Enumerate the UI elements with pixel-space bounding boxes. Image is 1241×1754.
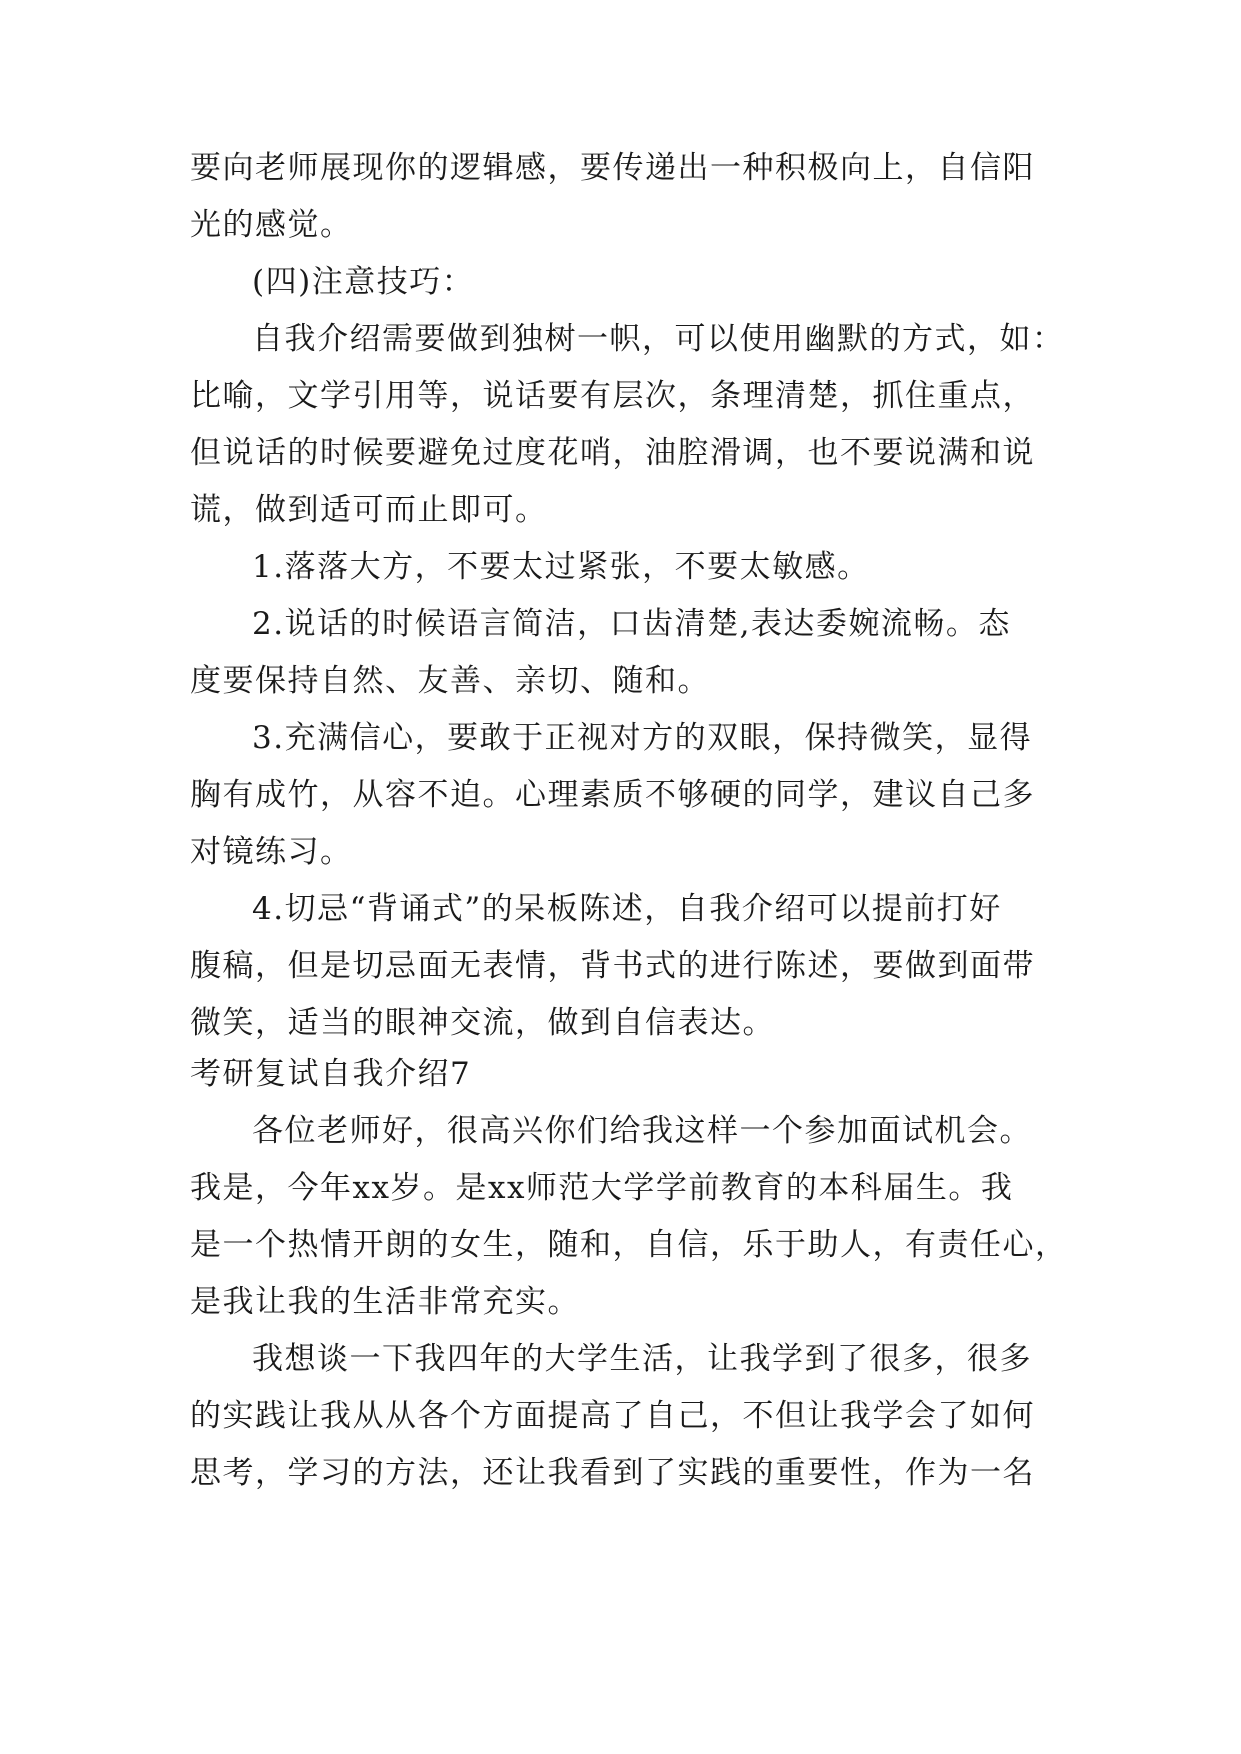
paragraph-line: 但说话的时候要避免过度花哨，油腔滑调，也不要说满和说 (190, 435, 1035, 471)
paragraph-line: 腹稿，但是切忌面无表情，背书式的进行陈述，要做到面带 (190, 948, 1035, 984)
paragraph-line: 要向老师展现你的逻辑感，要传递出一种积极向上，自信阳 (190, 150, 1035, 186)
paragraph-line: 对镜练习。 (190, 834, 353, 870)
paragraph-line: 的实践让我从从各个方面提高了自己，不但让我学会了如何 (190, 1398, 1035, 1434)
paragraph-line: 谎，做到适可而止即可。 (190, 492, 548, 528)
paragraph-line: 光的感觉。 (190, 207, 353, 243)
paragraph-line: 我是，今年xx岁。是xx师范大学学前教育的本科届生。我 (190, 1170, 1014, 1206)
paragraph-line: 我想谈一下我四年的大学生活，让我学到了很多，很多 (252, 1341, 1032, 1377)
paragraph-line: 是一个热情开朗的女生，随和，自信，乐于助人，有责任心， (190, 1227, 1068, 1263)
paragraph-line: 是我让我的生活非常充实。 (190, 1284, 580, 1320)
paragraph-line: 比喻，文学引用等，说话要有层次，条理清楚，抓住重点， (190, 378, 1035, 414)
section-heading-tips: (四)注意技巧： (252, 264, 475, 300)
list-item-4: 4.切忌“背诵式”的呆板陈述，自我介绍可以提前打好 (252, 891, 1002, 927)
list-item-3: 3.充满信心，要敢于正视对方的双眼，保持微笑，显得 (252, 720, 1033, 756)
paragraph-line: 度要保持自然、友善、亲切、随和。 (190, 663, 710, 699)
paragraph-line: 胸有成竹，从容不迫。心理素质不够硬的同学，建议自己多 (190, 777, 1035, 813)
paragraph-line: 各位老师好，很高兴你们给我这样一个参加面试机会。 (252, 1113, 1032, 1149)
section-title: 考研复试自我介绍7 (190, 1056, 472, 1092)
list-item-1: 1.落落大方，不要太过紧张，不要太敏感。 (252, 549, 870, 585)
paragraph-line: 自我介绍需要做到独树一帜，可以使用幽默的方式，如： (252, 321, 1065, 357)
paragraph-line: 思考，学习的方法，还让我看到了实践的重要性，作为一名 (190, 1455, 1035, 1491)
paragraph-line: 微笑，适当的眼神交流，做到自信表达。 (190, 1005, 775, 1041)
list-item-2: 2.说话的时候语言简洁，口齿清楚,表达委婉流畅。态 (252, 606, 1011, 642)
